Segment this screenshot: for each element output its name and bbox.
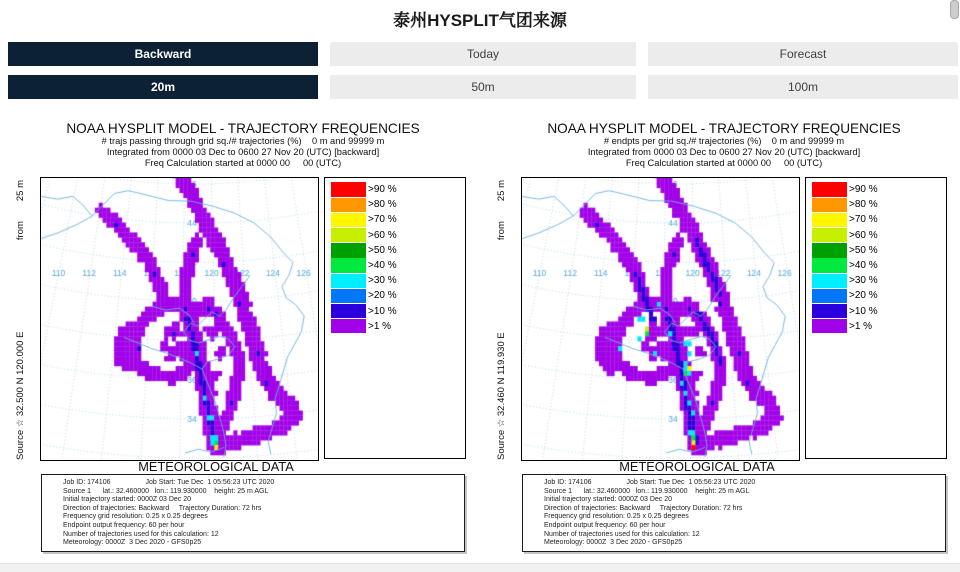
legend-label: >30 % — [849, 275, 878, 287]
tab-backward[interactable]: Backward — [8, 42, 318, 66]
met-line: Job ID: 174106 Job Start: Tue Dec 1 05:56:23 UTC 2020 — [544, 479, 756, 486]
page-title: 泰州HYSPLIT气团来源 — [393, 11, 567, 30]
legend-label: >80 % — [368, 199, 397, 211]
horizontal-scrollbar-track[interactable] — [0, 563, 960, 572]
legend-label: >90 % — [849, 184, 878, 196]
chart-subtitle-2: Integrated from 0000 03 Dec to 0600 27 Nov 20 (UTC) [backward] — [587, 146, 861, 157]
met-line: Number of trajectories used for this calculation: 12 — [63, 530, 219, 538]
frequency-legend — [805, 177, 947, 459]
legend-row — [331, 182, 465, 197]
legend-row — [331, 273, 465, 288]
met-line: Endpoint output frequency: 60 per hour — [63, 521, 185, 529]
met-line: Direction of trajectories: Backward Trajectory Duration: 72 hrs — [544, 504, 743, 512]
legend-row — [331, 288, 465, 303]
source-height-label: 25 m — [14, 180, 26, 202]
legend-label: >1 % — [849, 320, 873, 332]
trajectory-frequency-chart-right — [481, 0, 960, 572]
tab-height-20m[interactable]: 20m — [8, 75, 318, 99]
tab-height-100m[interactable]: 100m — [648, 75, 958, 99]
met-line: Direction of trajectories: Backward Trajectory Duration: 72 hrs — [63, 504, 262, 512]
met-line: Initial trajectory started: 0000Z 03 Dec 20 — [63, 496, 192, 504]
legend-swatch — [812, 182, 847, 196]
legend-row — [812, 243, 946, 258]
met-line: Source 1 lat.: 32.460000 lon.: 119.930000 height: 25 m AGL — [63, 487, 269, 495]
met-data-title: METEOROLOGICAL DATA — [138, 459, 294, 474]
legend-row — [331, 319, 465, 334]
legend-swatch — [812, 289, 847, 303]
legend-label: >90 % — [368, 184, 397, 196]
legend-label: >80 % — [849, 199, 878, 211]
met-line: Endpoint output frequency: 60 per hour — [544, 521, 666, 529]
legend-swatch — [331, 258, 366, 272]
legend-label: >30 % — [368, 275, 397, 287]
legend-row — [812, 304, 946, 319]
from-label: from — [495, 221, 507, 241]
legend-label: >20 % — [849, 290, 878, 302]
chart-subtitle-3: Freq Calculation started at 0000 00 00 (UTC) — [625, 157, 823, 168]
legend-swatch — [331, 274, 366, 288]
legend-swatch — [812, 304, 847, 318]
legend-row — [812, 197, 946, 212]
legend-swatch — [331, 243, 366, 257]
tab-forecast[interactable]: Forecast — [648, 42, 958, 66]
from-label: from — [14, 221, 26, 241]
y-axis-label — [493, 178, 509, 460]
legend-row — [812, 212, 946, 227]
chart-title: NOAA HYSPLIT MODEL - TRAJECTORY FREQUENCIES — [66, 121, 420, 136]
legend-row — [331, 197, 465, 212]
tab-height-50m[interactable]: 50m — [330, 75, 636, 99]
legend-label: >70 % — [849, 214, 878, 226]
chart-subtitle-1: # endpts per grid sq./# trajectories (%) 0 m and 99999 m — [603, 136, 845, 146]
legend-row — [331, 228, 465, 243]
legend-row — [812, 273, 946, 288]
chart-header — [514, 121, 934, 169]
legend-swatch — [331, 213, 366, 227]
met-line: Frequency grid resolution: 0.25 x 0.25 degrees — [63, 513, 208, 521]
trajectory-frequency-map — [40, 177, 319, 461]
legend-row — [812, 182, 946, 197]
legend-label: >70 % — [368, 214, 397, 226]
chart-title: NOAA HYSPLIT MODEL - TRAJECTORY FREQUENCIES — [547, 121, 901, 136]
legend-label: >1 % — [368, 320, 392, 332]
chart-subtitle-3: Freq Calculation started at 0000 00 00 (UTC) — [144, 157, 342, 168]
legend-swatch — [331, 228, 366, 242]
legend-row — [812, 258, 946, 273]
legend-row — [812, 319, 946, 334]
met-line: Meteorology: 0000Z 3 Dec 2020 - GFS0p25 — [544, 539, 683, 547]
source-height-label: 25 m — [495, 180, 507, 202]
legend-row — [331, 243, 465, 258]
legend-label: >50 % — [368, 244, 397, 256]
legend-swatch — [331, 319, 366, 333]
chart-subtitle-1: # trajs passing through grid sq./# trajectories (%) 0 m and 99999 m — [101, 136, 385, 146]
endpoint-frequency-map — [521, 177, 800, 461]
met-line: Frequency grid resolution: 0.25 x 0.25 degrees — [544, 513, 689, 521]
legend-label: >50 % — [849, 244, 878, 256]
vertical-scrollbar-thumb[interactable] — [950, 0, 959, 19]
legend-row — [331, 212, 465, 227]
legend-label: >10 % — [849, 305, 878, 317]
source-coordinates-label: Source ☆ 32.460 N 119.930 E — [495, 332, 507, 460]
legend-row — [331, 304, 465, 319]
legend-swatch — [812, 243, 847, 257]
legend-swatch — [331, 304, 366, 318]
legend-swatch — [331, 182, 366, 196]
legend-swatch — [812, 198, 847, 212]
legend-swatch — [812, 213, 847, 227]
legend-label: >20 % — [368, 290, 397, 302]
legend-label: >60 % — [368, 229, 397, 241]
met-line: Initial trajectory started: 0000Z 03 Dec 20 — [544, 496, 673, 504]
met-data-box — [522, 474, 946, 552]
legend-row — [812, 288, 946, 303]
chart-subtitle-2: Integrated from 0000 03 Dec to 0600 27 Nov 20 (UTC) [backward] — [106, 146, 380, 157]
legend-swatch — [812, 228, 847, 242]
tab-today[interactable]: Today — [330, 42, 636, 66]
met-data-box — [41, 474, 465, 552]
source-coordinates-label: Source ☆ 32.500 N 120.000 E — [14, 331, 26, 460]
legend-label: >60 % — [849, 229, 878, 241]
legend-label: >40 % — [368, 260, 397, 272]
frequency-legend — [324, 177, 466, 459]
met-line: Meteorology: 0000Z 3 Dec 2020 - GFS0p25 — [63, 539, 202, 547]
legend-swatch — [331, 198, 366, 212]
y-axis-label — [12, 178, 28, 460]
legend-label: >10 % — [368, 305, 397, 317]
legend-swatch — [812, 258, 847, 272]
met-line: Job ID: 174106 Job Start: Tue Dec 1 05:56:23 UTC 2020 — [63, 479, 275, 486]
legend-swatch — [331, 289, 366, 303]
legend-swatch — [812, 274, 847, 288]
legend-label: >40 % — [849, 260, 878, 272]
met-data-title: METEOROLOGICAL DATA — [619, 459, 775, 474]
legend-row — [331, 258, 465, 273]
chart-header — [33, 121, 453, 169]
legend-row — [812, 228, 946, 243]
met-line: Source 1 lat.: 32.460000 lon.: 119.930000 height: 25 m AGL — [544, 487, 750, 495]
legend-swatch — [812, 319, 847, 333]
met-line: Number of trajectories used for this calculation: 12 — [544, 530, 700, 538]
